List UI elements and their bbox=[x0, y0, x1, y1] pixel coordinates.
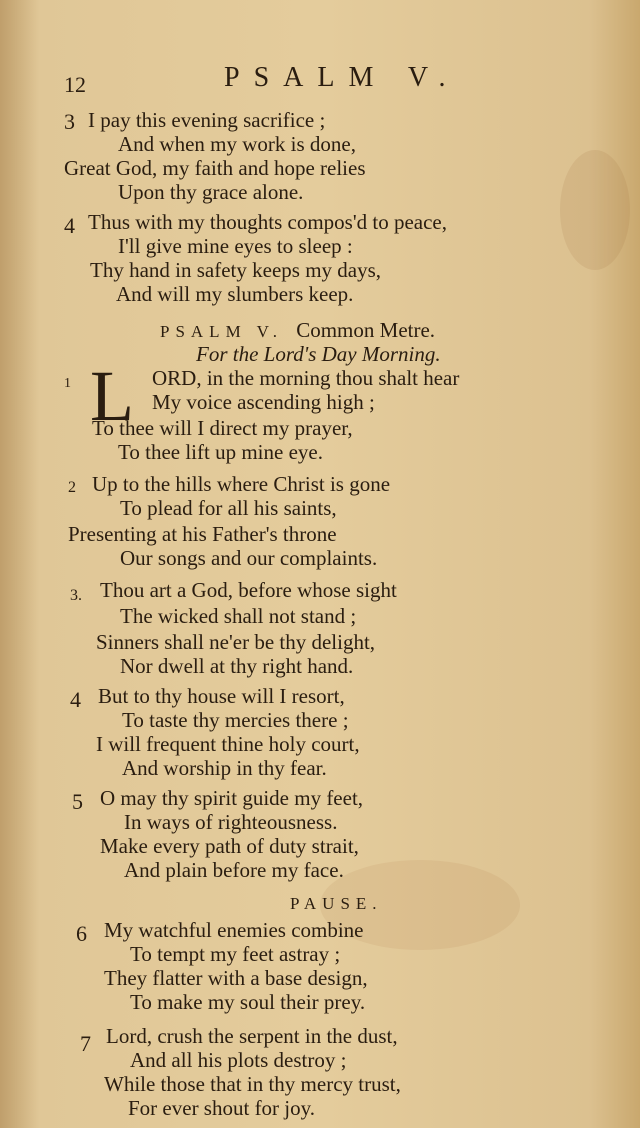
paper-stain bbox=[560, 150, 630, 270]
verse-line: And when my work is done, bbox=[118, 132, 356, 156]
verse-line: I pay this evening sacrifice ; bbox=[88, 108, 326, 132]
stanza-number: 5 bbox=[72, 789, 83, 814]
verse-line: My watchful enemies combine bbox=[104, 918, 364, 942]
verse-line: To thee lift up mine eye. bbox=[118, 440, 323, 464]
verse-line: The wicked shall not stand ; bbox=[120, 604, 357, 628]
verse-line: In ways of righteousness. bbox=[124, 810, 338, 834]
verse-line: To make my soul their prey. bbox=[130, 990, 366, 1014]
metre-label: Common Metre. bbox=[296, 318, 436, 342]
stanza-number: 2 bbox=[68, 479, 76, 496]
stanza-number: 4 bbox=[70, 687, 81, 712]
verse-line: Make every path of duty strait, bbox=[100, 834, 359, 858]
verse-line: Lord, crush the serpent in the dust, bbox=[106, 1024, 398, 1048]
verse-line: I'll give mine eyes to sleep : bbox=[118, 234, 353, 258]
verse-line: They flatter with a base design, bbox=[104, 966, 368, 990]
verse-line: And worship in thy fear. bbox=[122, 756, 327, 780]
verse-line: Thus with my thoughts compos'd to peace, bbox=[88, 210, 447, 234]
verse-line: I will frequent thine holy court, bbox=[96, 732, 360, 756]
stanza-number: 6 bbox=[76, 921, 87, 946]
verse-line: To taste thy mercies there ; bbox=[122, 708, 349, 732]
verse-line: Up to the hills where Christ is gone bbox=[92, 472, 391, 496]
verse-line: To thee will I direct my prayer, bbox=[92, 416, 353, 440]
verse-line: ORD, in the morning thou shalt hear bbox=[152, 366, 460, 390]
stanza-number: 4 bbox=[64, 213, 75, 238]
verse-line: For ever shout for joy. bbox=[128, 1096, 316, 1120]
psalm-title: PSALM V. bbox=[160, 322, 283, 341]
gutter-shadow bbox=[0, 0, 40, 1128]
verse-line: Thy hand in safety keeps my days, bbox=[90, 258, 382, 282]
verse-line: Our songs and our complaints. bbox=[120, 546, 378, 570]
verse-line: And will my slumbers keep. bbox=[116, 282, 354, 306]
verse-line: Presenting at his Father's throne bbox=[68, 522, 337, 546]
running-title: PSALM V. bbox=[224, 62, 460, 93]
stanza-number: 1 bbox=[64, 376, 71, 391]
page-number: 12 bbox=[64, 72, 86, 97]
verse-line: Nor dwell at thy right hand. bbox=[120, 654, 354, 678]
stanza-number: 7 bbox=[80, 1031, 91, 1056]
verse-line: Thou art a God, before whose sight bbox=[100, 578, 397, 602]
verse-line: While those that in thy mercy trust, bbox=[104, 1072, 401, 1096]
section-subtitle: For the Lord's Day Morning. bbox=[196, 342, 441, 366]
verse-line: Great God, my faith and hope relies bbox=[64, 156, 366, 180]
stanza-number: 3 bbox=[64, 109, 75, 134]
verse-line: O may thy spirit guide my feet, bbox=[100, 786, 364, 810]
pause-label: PAUSE. bbox=[290, 894, 383, 913]
verse-line: Upon thy grace alone. bbox=[118, 180, 304, 204]
verse-line: But to thy house will I resort, bbox=[98, 684, 345, 708]
stanza-number: 3. bbox=[70, 587, 82, 604]
verse-line: My voice ascending high ; bbox=[152, 390, 375, 414]
verse-line: To tempt my feet astray ; bbox=[130, 942, 341, 966]
section-heading bbox=[160, 318, 435, 344]
verse-line: And plain before my face. bbox=[124, 858, 344, 882]
verse-line: Sinners shall ne'er be thy delight, bbox=[96, 630, 376, 654]
verse-line: And all his plots destroy ; bbox=[130, 1048, 347, 1072]
drop-cap: L bbox=[90, 356, 134, 436]
verse-line: To plead for all his saints, bbox=[120, 496, 337, 520]
